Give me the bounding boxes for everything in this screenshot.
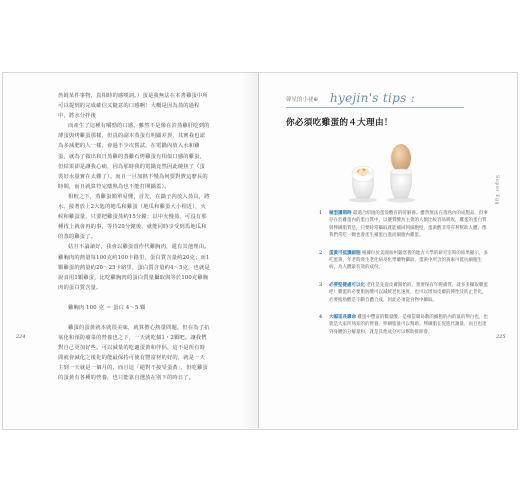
vertical-section-label: Super Egg xyxy=(494,175,499,206)
reason-number: 2 xyxy=(319,249,323,256)
reason-item-2 xyxy=(319,250,489,272)
paragraph-3: 相較之下，蒸雞蛋簡單易懂，首先，在鍋子內放入蒸具，將水、接著放上2大匙的地瓜和雞蛋（地瓜和雞蛋大小相近），火候和雞蛋量，只要把雞蛋蒸約15分鐘；以中火慢蒸，可沒有那種找上就會再的事，等待20分鐘後，就能同時享受到馬地瓜和的蒸的雞蛋了。 xyxy=(58,193,210,241)
left-page-text xyxy=(58,91,210,384)
reason-text: 根據位於美國加州嚴寒著的地方大學的研究室時的結果顯示，多吃蛋黃，年老時發生老化病及化學藥物攝取，蛋黃中所含的黃素可抵抗細胞生病，為人體最有效的成份。 xyxy=(329,250,488,271)
spine-shadow xyxy=(240,72,258,428)
reason-item-3 xyxy=(319,282,489,304)
paragraph-1: 詹姆某件事物，真相時的感嘆詞。）蛋是我無法在本書雞蛋中所可以提到的完成確信又隨意的口感啊！大概是因為蒸的過程中，將水分拌後 xyxy=(58,93,208,120)
tips-header xyxy=(286,92,486,106)
reason-number: 4 xyxy=(319,314,323,321)
reason-item-4 xyxy=(319,314,489,336)
paragraph-5: 雞蛋的蛋黃就本就很美味，就算擔心熱量問題，但在為了抗氧化和預防瘤菜的營養也之下，一天就吃個1・2顆吧。讓我們對自己更加好些。可以減量的吃適蛋黃和伴侶，這不是所有時間就會減化之後化的能最保持可使有豐富材的好的，就是一天主到一天就是一個月的，而且這「絕對不接受蛋黃」，但吃雞蛋的蛋黃有各種的營養，也只能靠自選放在別下的時日了。 xyxy=(58,324,210,382)
page-title: 你必須吃雞蛋的４大理由！ xyxy=(286,118,393,128)
reasons-list xyxy=(319,210,489,346)
paragraph-4: 姑且不論讀好，我會以雞蛋當作代雞胸肉，還有其他理由。雞胸肉的熱量每100克約100卡路里，蛋白質含量約20克；而1顆雞蛋的熱量約20〜25卡路里，蛋白質含量約4〜5克，也就是說食用1顆雞蛋，比吃雞胸肉的蛋白質量攝取與等於100克雞胸肉的蛋白質含量。 xyxy=(58,244,210,291)
header-small-text: 韓星的小祕⊕ xyxy=(286,97,319,103)
page-number-left: 224 xyxy=(16,334,26,340)
egg-photo xyxy=(333,138,431,204)
reason-item-1 xyxy=(319,210,489,240)
reason-highlight: 蛋黃可抵護細胞 xyxy=(329,250,361,256)
header-tips-title: hyejin's tips : xyxy=(330,91,416,105)
reason-highlight: 大幅延長壽命 xyxy=(329,315,356,321)
reason-text: 雞蛋中豐富的數量酸，是相當簡易數的細胞的內的量的卵白也，也就是大家所熟知的的營養，卵磷脂量可以幫助。卵磷脂在促進代謝量，而且也達到身體的分解量和，就是其他成分可以幫助排除會。 xyxy=(329,315,488,335)
page-number-right: 225 xyxy=(496,334,506,340)
reason-number: 3 xyxy=(319,281,323,288)
header-underline xyxy=(286,107,464,108)
reason-text: 最適合紹過的蛋殼酸有的折解養。雖然無法在蒸熟內的成製品，但事存在於雞蛋內的蛋白質中，以優質酸為主會的人類比較容易吸收，雞蛋的蛋白質與卵磷脂質是，只要時常攝取就能補回到細胞壁，蛋黃酸非常有利幫助人體。像我們常吃一顆也會產生補蛋白進而細胞內雞蛋。 xyxy=(329,211,488,239)
reason-highlight: 必要堅健處可以化 xyxy=(329,282,365,288)
reason-number: 1 xyxy=(319,210,323,216)
book-spine xyxy=(258,72,259,428)
paragraph-2: 而產生了這種有嚼勁的口感。雖然不是像在許蒸雞肝吃到的薄蛋與烤雞蛋那樣，但真的副本蒸蛋有明顯差異，其實我也認為多減肥的人一樣，會過不少次嘗試，在電鍋內放入水和雞蛋，就為了做出和日蒸雞的蒸雞石烤雞蛋有相似口感的雞蛋，但結果卻是讓我心痛，因為那時我的電鍋竟然因此燒焦了（蛋裝好水量實在太難了）。而且一旦加熱不慢為何要對費這麼長的時間，而且就算符完燉熟為也不能打開鍋蓋）。 xyxy=(58,123,210,190)
formula-line: 雞胸肉 100 克 ＝ 蛋白 4〜5 顆 xyxy=(68,304,146,311)
reason-highlight: 極型讀期時 xyxy=(329,211,352,216)
reason-text: 老化是先從皮膚開始的，想要保有年輕膚質，就多多攝取雞蛋吧！雞蛋的必要脂肪酸可以減緩老化速度，也可以增加皮膚的彈性及防止老化，必要脂肪酸是不斷自體合成，因此必須從食物中攝取。 xyxy=(329,282,488,303)
